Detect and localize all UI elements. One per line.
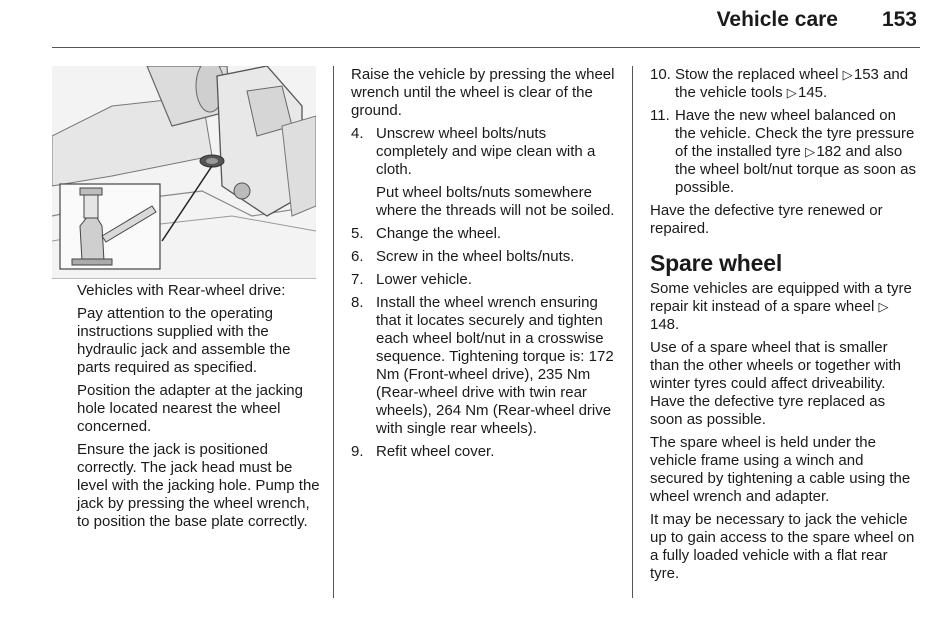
section-title: Vehicle care [716,8,838,31]
step-5 [351,225,617,243]
spare-wheel-paragraph-4: It may be necessary to jack the vehicle up to gain access to the spare wheel on a fully loaded vehicle with a flat rear tyre. [650,511,915,582]
column-3 [650,66,916,588]
rear-wheel-drive-subhead: Vehicles with Rear-wheel drive: [77,282,286,299]
column-divider-2 [632,66,633,598]
step-text: Unscrew wheel bolts/nuts completely and wipe clean with a cloth. [376,125,596,178]
step-number: 7. [351,271,364,288]
paragraph-text: Some vehicles are equipped with a tyre repair kit instead of a spare wheel [650,280,912,315]
step-number: 5. [351,225,364,242]
step-text [675,66,916,102]
col1-paragraph-2: Position the adapter at the jacking hole located nearest the wheel concerned. [77,382,303,435]
raise-vehicle-paragraph: Raise the vehicle by pressing the wheel wrench until the wheel is clear of the ground. [351,66,615,119]
step-number: 6. [351,248,364,265]
step-number: 10. [650,66,671,83]
step-7 [351,271,617,289]
step-text: Screw in the wheel bolts/nuts. [376,248,575,265]
procedure-steps-continued [650,66,916,197]
column-1 [77,282,321,536]
procedure-steps [351,125,617,461]
cross-reference-arrow-icon: ▷ [878,299,889,314]
step-10 [650,66,916,102]
spare-wheel-paragraph-2: Use of a spare wheel that is smaller than the other wheels or together with winter tyres could affect driveability. Have the defective tyre replaced as soon as possible. [650,339,901,428]
spare-wheel-paragraph-3: The spare wheel is held under the vehicle frame using a winch and secured by tightening a cable using the wheel wrench and adapter. [650,434,911,505]
step-number: 9. [351,443,364,460]
col1-paragraph-1: Pay attention to the operating instructions supplied with the hydraulic jack and assemble the parts required as specified. [77,305,291,376]
step-number: 8. [351,294,364,311]
step-text-part: Have the new wheel balanced on the vehicle. Check the tyre pressure of the installed tyre [675,107,915,160]
page-reference: 182 [816,143,842,160]
step-text-part: and also the wheel bolt/nut torque as soon as possible. [675,143,916,196]
col1-paragraph-3: Ensure the jack is positioned correctly. The jack head must be level with the jacking hole. Pump the jack by pressing the wheel wrench, to position the base plate correctly. [77,441,320,530]
spare-wheel-paragraph-1 [650,280,916,334]
header-rule [52,47,920,48]
defective-tyre-paragraph: Have the defective tyre renewed or repaired. [650,202,883,237]
spare-wheel-heading: Spare wheel [650,250,783,276]
step-6 [351,248,617,266]
cross-reference-arrow-icon: ▷ [842,67,853,82]
step-subtext: Put wheel bolts/nuts somewhere where the threads will not be soiled. [376,184,615,219]
column-divider-1 [333,66,334,598]
cross-reference-arrow-icon: ▷ [786,85,797,100]
step-text: Change the wheel. [376,225,502,242]
page-number: 153 [881,8,917,31]
step-text-part: and the vehicle tools [675,66,909,101]
step-text: Install the wheel wrench ensuring that it locates securely and tighten each wheel bolt/nut in a crosswise sequence. Tightening torque is: 172 Nm (Front-wheel drive), 235 Nm (Rear-wheel drive with twin rear wheels), 264 Nm (Rear-wheel drive with single rear wheels). [376,294,614,437]
jack-at-jacking-hole-illustration [52,66,316,278]
cross-reference-arrow-icon: ▷ [805,144,816,159]
step-9 [351,443,617,461]
page-reference: 148. [650,316,680,333]
step-text [675,107,916,197]
jack-illustration [52,66,316,279]
page-reference: 145. [798,84,828,101]
step-text: Lower vehicle. [376,271,472,288]
step-8 [351,294,617,438]
page-header [0,0,950,50]
page-reference: 153 [853,66,879,83]
step-4 [351,125,617,220]
step-text: Refit wheel cover. [376,443,495,460]
step-11 [650,107,916,197]
step-text-part: Stow the replaced wheel [675,66,843,83]
step-number: 11. [650,107,670,124]
column-2 [351,66,617,466]
step-number: 4. [351,125,364,142]
